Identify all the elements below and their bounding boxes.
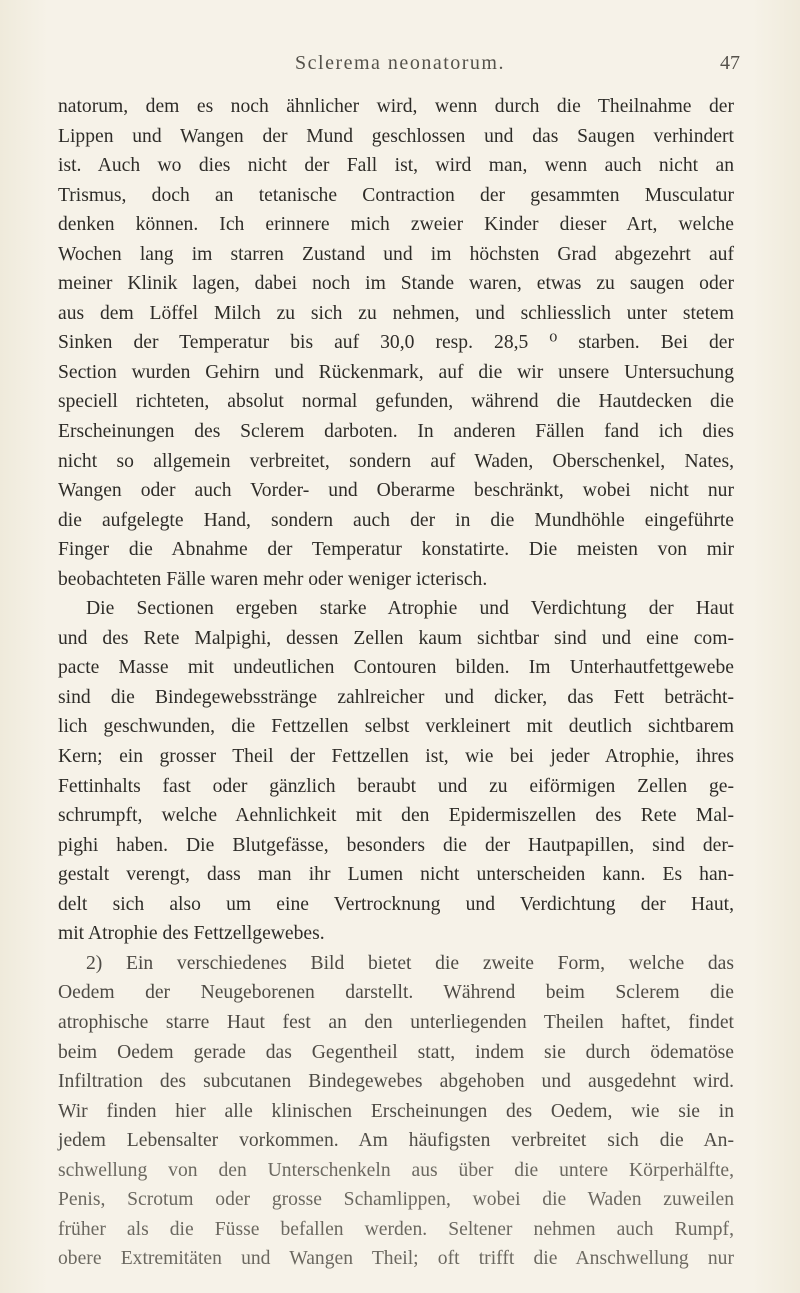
paragraph-start-line: Die Sectionen ergeben starke Atrophie und Verdichtung der Haut	[86, 598, 734, 620]
text-line: Wangen oder auch Vorder- und Oberarme beschränkt, wobei nicht nur	[58, 480, 734, 502]
text-line: natorum, dem es noch ähnlicher wird, wenn durch die Theilnahme der	[58, 96, 734, 117]
text-line: schwellung von den Unterschenkeln aus über die untere Körperhälfte,	[58, 1159, 734, 1181]
text-line: lich geschwunden, die Fettzellen selbst verkleinert mit deutlich sichtbarem	[58, 716, 734, 738]
text-line: Wochen lang im starren Zustand und im höchsten Grad abgezehrt auf	[58, 243, 734, 265]
text-line: Penis, Scrotum oder grosse Schamlippen, wobei die Waden zuweilen	[58, 1189, 734, 1211]
text-line: Sinken der Temperatur bis auf 30,0 resp. 28,5 ⁰ starben. Bei der	[58, 332, 734, 354]
text-line: schrumpft, welche Aehnlichkeit mit den Epidermiszellen des Rete Mal-	[58, 805, 734, 827]
text-line: Fettinhalts fast oder gänzlich beraubt und zu eiförmigen Zellen ge-	[58, 775, 734, 797]
text-line: Infiltration des subcutanen Bindegewebes abgehoben und ausgedehnt wird.	[58, 1071, 734, 1093]
page-header	[0, 52, 800, 82]
text-line: atrophische starre Haut fest an den unterliegenden Theilen haftet, findet	[58, 1011, 734, 1033]
text-line: gestalt verengt, dass man ihr Lumen nicht unterscheiden kann. Es han-	[58, 864, 734, 886]
text-line: ist. Auch wo dies nicht der Fall ist, wird man, wenn auch nicht an	[58, 155, 734, 177]
text-line: Erscheinungen des Sclerem darboten. In anderen Fällen fand ich dies	[58, 421, 734, 443]
text-line: nicht so allgemein verbreitet, sondern auf Waden, Oberschenkel, Nates,	[58, 450, 734, 472]
paragraph-end-line: mit Atrophie des Fettzellgewebes.	[58, 923, 325, 945]
text-line: Wir finden hier alle klinischen Erscheinungen des Oedem, wie sie in	[58, 1100, 734, 1122]
text-line: Oedem der Neugeborenen darstellt. Während beim Sclerem die	[58, 982, 734, 1004]
text-line: Trismus, doch an tetanische Contraction der gesammten Musculatur	[58, 184, 734, 206]
text-line: Kern; ein grosser Theil der Fettzellen ist, wie bei jeder Atrophie, ihres	[58, 746, 734, 768]
text-line: pighi haben. Die Blutgefässe, besonders die der Hautpapillen, sind der-	[58, 834, 734, 856]
paragraph-start-line: 2) Ein verschiedenes Bild bietet die zweite Form, welche das	[86, 952, 734, 974]
text-line: Section wurden Gehirn und Rückenmark, auf die wir unsere Untersuchung	[58, 361, 734, 383]
text-line: speciell richteten, absolut normal gefunden, während die Hautdecken die	[58, 391, 734, 413]
text-line: jedem Lebensalter vorkommen. Am häufigsten verbreitet sich die An-	[58, 1130, 734, 1152]
text-line: die aufgelegte Hand, sondern auch der in die Mundhöhle eingeführte	[58, 509, 734, 531]
text-line: meiner Klinik lagen, dabei noch im Stande waren, etwas zu saugen oder	[58, 273, 734, 295]
text-line: sind die Bindegewebsstränge zahlreicher und dicker, das Fett beträcht-	[58, 686, 734, 708]
text-line: Finger die Abnahme der Temperatur konstatirte. Die meisten von mir	[58, 539, 734, 561]
text-line: delt sich also um eine Vertrocknung und Verdichtung der Haut,	[58, 893, 734, 915]
text-line: früher als die Füsse befallen werden. Seltener nehmen auch Rumpf,	[58, 1218, 734, 1240]
text-line: und des Rete Malpighi, dessen Zellen kaum sichtbar sind und eine com-	[58, 627, 734, 649]
body-text	[58, 92, 734, 1274]
text-line: aus dem Löffel Milch zu sich zu nehmen, und schliesslich unter stetem	[58, 302, 734, 324]
text-line: Lippen und Wangen der Mund geschlossen und das Saugen verhindert	[58, 125, 734, 147]
running-title: Sclerema neonatorum.	[295, 52, 505, 74]
text-line: beim Oedem gerade das Gegentheil statt, indem sie durch ödematöse	[58, 1041, 734, 1063]
text-line: obere Extremitäten und Wangen Theil; oft trifft die Anschwellung nur	[58, 1248, 734, 1270]
paragraph-end-line: beobachteten Fälle waren mehr oder weniger icterisch.	[58, 568, 488, 590]
text-line: pacte Masse mit undeutlichen Contouren bilden. Im Unterhautfettgewebe	[58, 657, 734, 679]
page-number: 47	[720, 52, 740, 74]
text-line: denken können. Ich erinnere mich zweier Kinder dieser Art, welche	[58, 214, 734, 236]
